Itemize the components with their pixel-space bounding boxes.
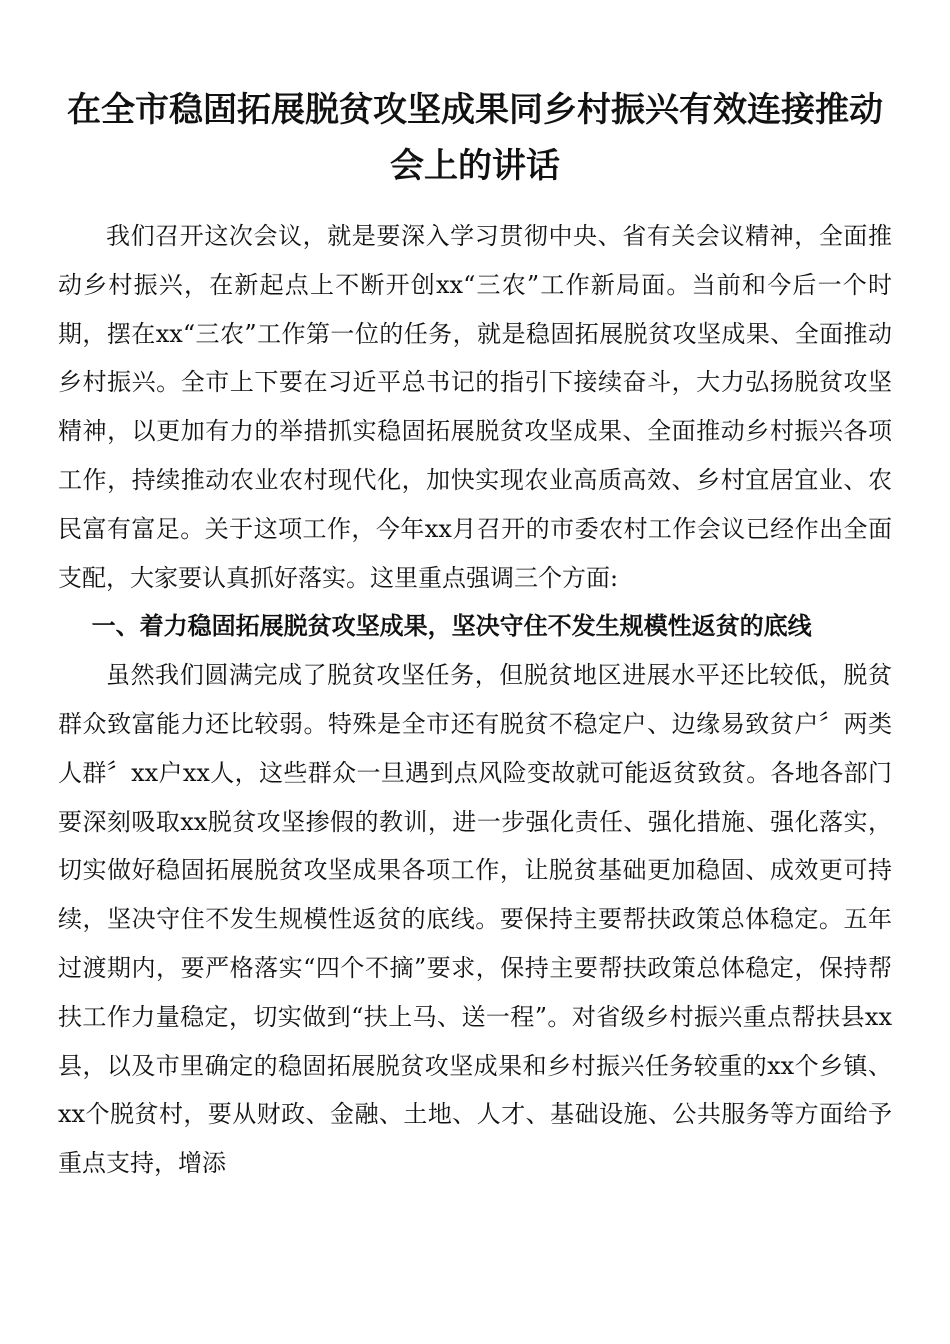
document-body [58,82,892,1188]
section-heading-1: 一、着力稳固拓展脱贫攻坚成果，坚决守住不发生规模性返贫的底线 [91,612,812,641]
intro-paragraph: 我们召开这次会议，就是要深入学习贯彻中央、省有关会议精神，全面推动乡村振兴，在新起点上不断开创xx“三农”工作新局面。当前和今后一个时期，摆在xx“三农”工作第一位的任务，就是稳固拓展脱贫攻坚成果、全面推动乡村振兴。全市上下要在习近平总书记的指引下接续奋斗，大力弘扬脱贫攻坚精神，以更加有力的举措抓实稳固拓展脱贫攻坚成果、全面推动乡村振兴各项工作，持续推动农业农村现代化，加快实现农业高质高效、乡村宜居宜业、农民富有富足。关于这项工作，今年xx月召开的市委农村工作会议已经作出全面支配，大家要认真抓好落实。这里重点强调三个方面: [58,222,892,592]
document-title: 在全市稳固拓展脱贫攻坚成果同乡村振兴有效连接推动会上的讲话 [67,90,883,186]
section-1-paragraph: 虽然我们圆满完成了脱贫攻坚任务，但脱贫地区进展水平还比较低，脱贫群众致富能力还比较弱。特殊是全市还有脱贫不稳定户、边缘易致贫户〞两类人群〞xx户xx人，这些群众一旦遇到点风险变故就可能返贫致贫。各地各部门要深刻吸取xx脱贫攻坚掺假的教训，进一步强化责任、强化措施、强化落实，切实做好稳固拓展脱贫攻坚成果各项工作，让脱贫基础更加稳固、成效更可持续，坚决守住不发生规模性返贫的底线。要保持主要帮扶政策总体稳定。五年过渡期内，要严格落实“四个不摘”要求，保持主要帮扶政策总体稳定，保持帮扶工作力量稳定，切实做到“扶上马、送一程”。对省级乡村振兴重点帮扶县xx县，以及市里确定的稳固拓展脱贫攻坚成果和乡村振兴任务较重的xx个乡镇、xx个脱贫村，要从财政、金融、土地、人才、基础设施、公共服务等方面给予重点支持，增添 [58,661,892,1178]
